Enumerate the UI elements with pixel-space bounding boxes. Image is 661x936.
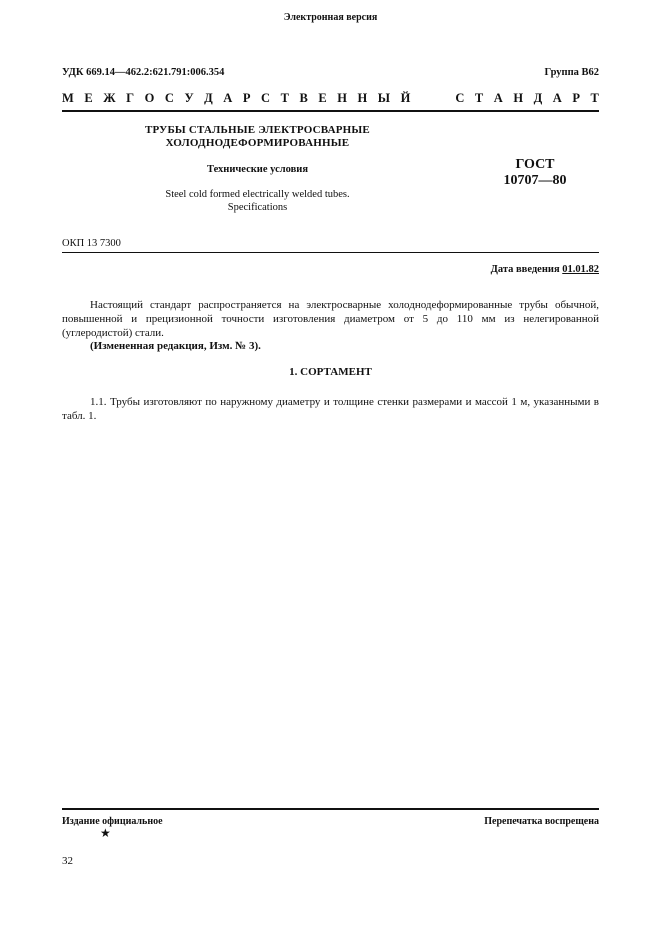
document-subtitle: Технические условия bbox=[206, 164, 309, 175]
okp-code: ОКП 13 7300 bbox=[62, 238, 121, 249]
introduction-date-value: 01.01.82 bbox=[562, 264, 599, 275]
banner-letter: Е bbox=[318, 90, 327, 105]
gost-designation bbox=[480, 157, 590, 189]
header-divider bbox=[62, 110, 599, 112]
banner-letter: С bbox=[164, 90, 174, 105]
banner-letter: Е bbox=[84, 90, 93, 105]
banner-letter: Н bbox=[357, 90, 368, 105]
star-icon: ★ bbox=[100, 826, 111, 840]
udk-code: УДК 669.14—462.2:621.791:006.354 bbox=[62, 67, 225, 78]
banner-letter: Т bbox=[590, 90, 599, 105]
banner-letter: М bbox=[62, 90, 74, 105]
banner-letter: Д bbox=[204, 90, 213, 105]
title-line-2: ХОЛОДНОДЕФОРМИРОВАННЫЕ bbox=[165, 137, 350, 149]
introduction-date bbox=[491, 264, 599, 275]
gost-number: 10707—80 bbox=[503, 173, 567, 188]
interstate-standard-banner bbox=[62, 89, 599, 107]
okp-divider bbox=[62, 252, 599, 253]
banner-letter: Й bbox=[400, 90, 411, 105]
banner-letter: А bbox=[552, 90, 562, 105]
banner-letter: С bbox=[455, 90, 465, 105]
introduction-date-label: Дата введения bbox=[490, 264, 560, 275]
clause-1-1-paragraph: 1.1. Трубы изготовляют по наружному диаметру и толщине стенки размерами и массой 1 м, указанными в табл. 1. bbox=[62, 396, 599, 422]
banner-letter: А bbox=[493, 90, 503, 105]
title-line-1: ТРУБЫ СТАЛЬНЫЕ ЭЛЕКТРОСВАРНЫЕ bbox=[145, 124, 370, 136]
banner-letter: Т bbox=[280, 90, 289, 105]
official-edition-label: Издание официальное bbox=[62, 816, 163, 827]
english-title bbox=[120, 188, 395, 214]
document-title-block bbox=[120, 124, 395, 214]
banner-letter: Ы bbox=[377, 90, 391, 105]
banner-letter: В bbox=[299, 90, 308, 105]
english-title-line-1: Steel cold formed electrically welded tubes. bbox=[165, 189, 350, 200]
group-code: Группа В62 bbox=[544, 67, 599, 78]
english-title-line-2: Specifications bbox=[227, 202, 288, 213]
footer-divider bbox=[62, 808, 599, 810]
banner-letter: Р bbox=[242, 90, 251, 105]
banner-letter: Н bbox=[337, 90, 347, 105]
banner-letter: Р bbox=[572, 90, 580, 105]
banner-letter: Г bbox=[126, 90, 135, 105]
banner-letter: А bbox=[223, 90, 233, 105]
section-heading: 1. СОРТАМЕНТ bbox=[289, 366, 372, 378]
amendment-note: (Измененная редакция, Изм. № 3). bbox=[90, 340, 261, 352]
banner-letter: О bbox=[144, 90, 155, 105]
scope-paragraph: Настоящий стандарт распространяется на электросварные холоднодеформированные трубы обычной, повышенной и прецизионной точности изготовления диаметром от 5 до 110 мм из нелегированной (углеродистой) стали. bbox=[62, 299, 599, 339]
banner-letter: Д bbox=[533, 90, 543, 105]
reprint-prohibited-label: Перепечатка воспрещена bbox=[484, 816, 599, 827]
document-top-label: Электронная версия bbox=[283, 12, 378, 23]
page-number: 32 bbox=[62, 855, 73, 867]
banner-letter: Т bbox=[474, 90, 484, 105]
banner-letter: Н bbox=[513, 90, 524, 105]
banner-letter: Ж bbox=[103, 90, 116, 105]
gost-label: ГОСТ bbox=[515, 157, 555, 172]
banner-letter: С bbox=[261, 90, 271, 105]
banner-letter: У bbox=[184, 90, 194, 105]
